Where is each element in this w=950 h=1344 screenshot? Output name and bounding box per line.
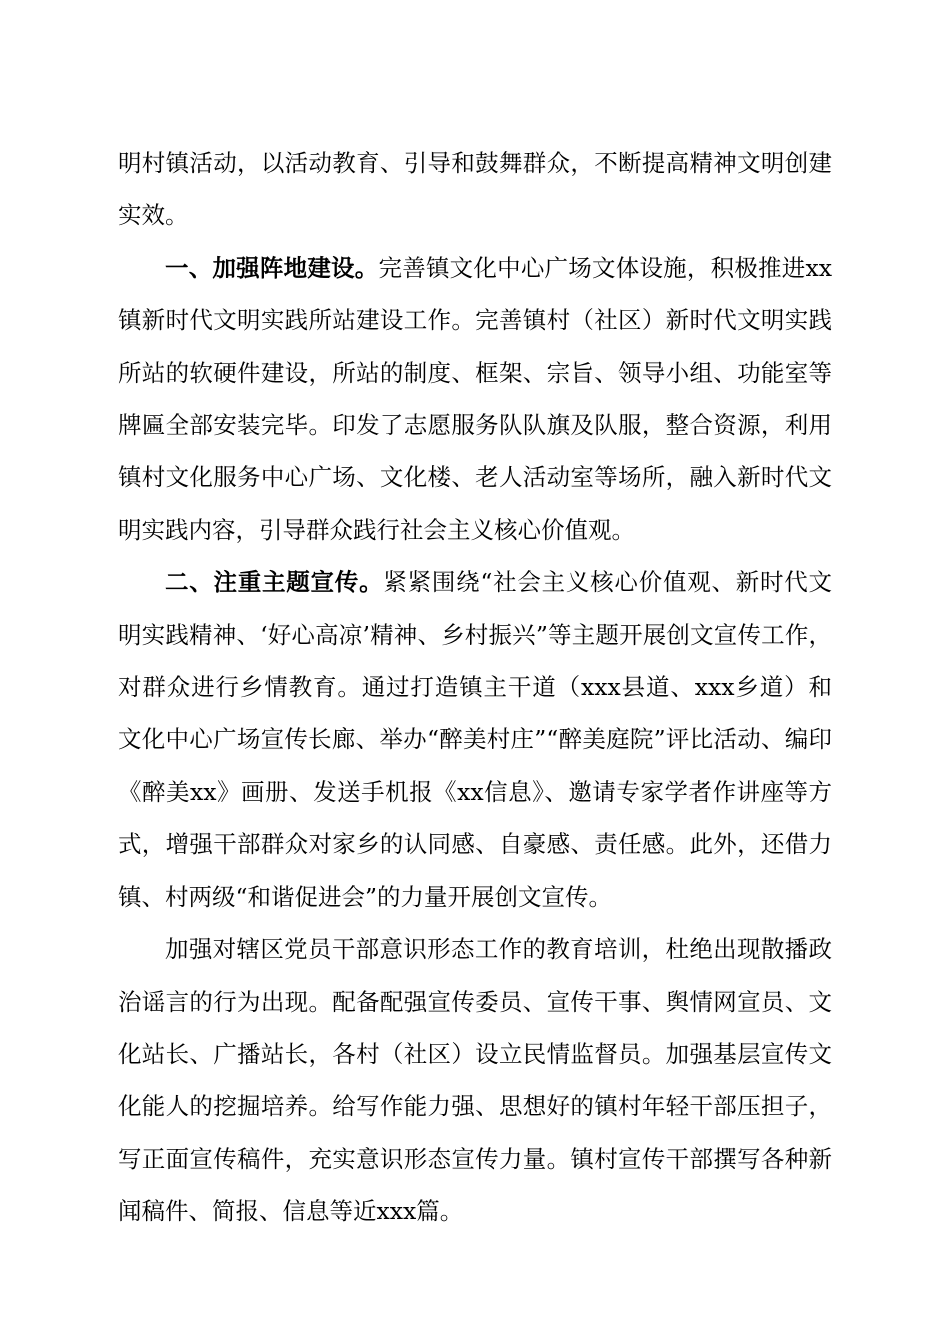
paragraph-section-two: [118, 556, 832, 923]
section-heading: 二、注重主题宣传。: [165, 568, 384, 597]
paragraph-text: 加强对辖区党员干部意识形态工作的教育培训，杜绝出现散播政治谣言的行为出现。配备配强宣传委员、宣传干事、舆情网宣员、文化站长、广播站长，各村（社区）设立民情监督员。加强基层宣传文化能人的挖掘培养。给写作能力强、思想好的镇村年轻干部压担子，写正面宣传稿件，充实意识形态宣传力量。镇村宣传干部撰写各种新闻稿件、简报、信息等近xxx篇。: [118, 935, 832, 1226]
paragraph-continuation: [118, 137, 832, 242]
paragraph-text: 明村镇活动，以活动教育、引导和鼓舞群众，不断提高精神文明创建实效。: [118, 149, 832, 230]
section-heading: 一、加强阵地建设。: [165, 253, 379, 282]
paragraph-section-one: [118, 242, 832, 556]
document-page: [118, 137, 832, 1238]
paragraph-training: [118, 923, 832, 1237]
paragraph-text: 完善镇文化中心广场文体设施，积极推进xx镇新时代文明实践所站建设工作。完善镇村（社区）新时代文明实践所站的软硬件建设，所站的制度、框架、宗旨、领导小组、功能室等牌匾全部安装完毕。印发了志愿服务队队旗及队服，整合资源，利用镇村文化服务中心广场、文化楼、老人活动室等场所，融入新时代文明实践内容，引导群众践行社会主义核心价值观。: [118, 253, 832, 544]
paragraph-text: 紧紧围绕“社会主义核心价值观、新时代文明实践精神、‘好心高凉’精神、乡村振兴”等主题开展创文宣传工作，对群众进行乡情教育。通过打造镇主干道（xxx县道、xxx乡道）和文化中心广场宣传长廊、举办“醉美村庄”“醉美庭院”评比活动、编印《醉美xx》画册、发送手机报《xx信息》、邀请专家学者作讲座等方式，增强干部群众对家乡的认同感、自豪感、责任感。此外，还借力镇、村两级“和谐促进会”的力量开展创文宣传。: [118, 568, 832, 911]
